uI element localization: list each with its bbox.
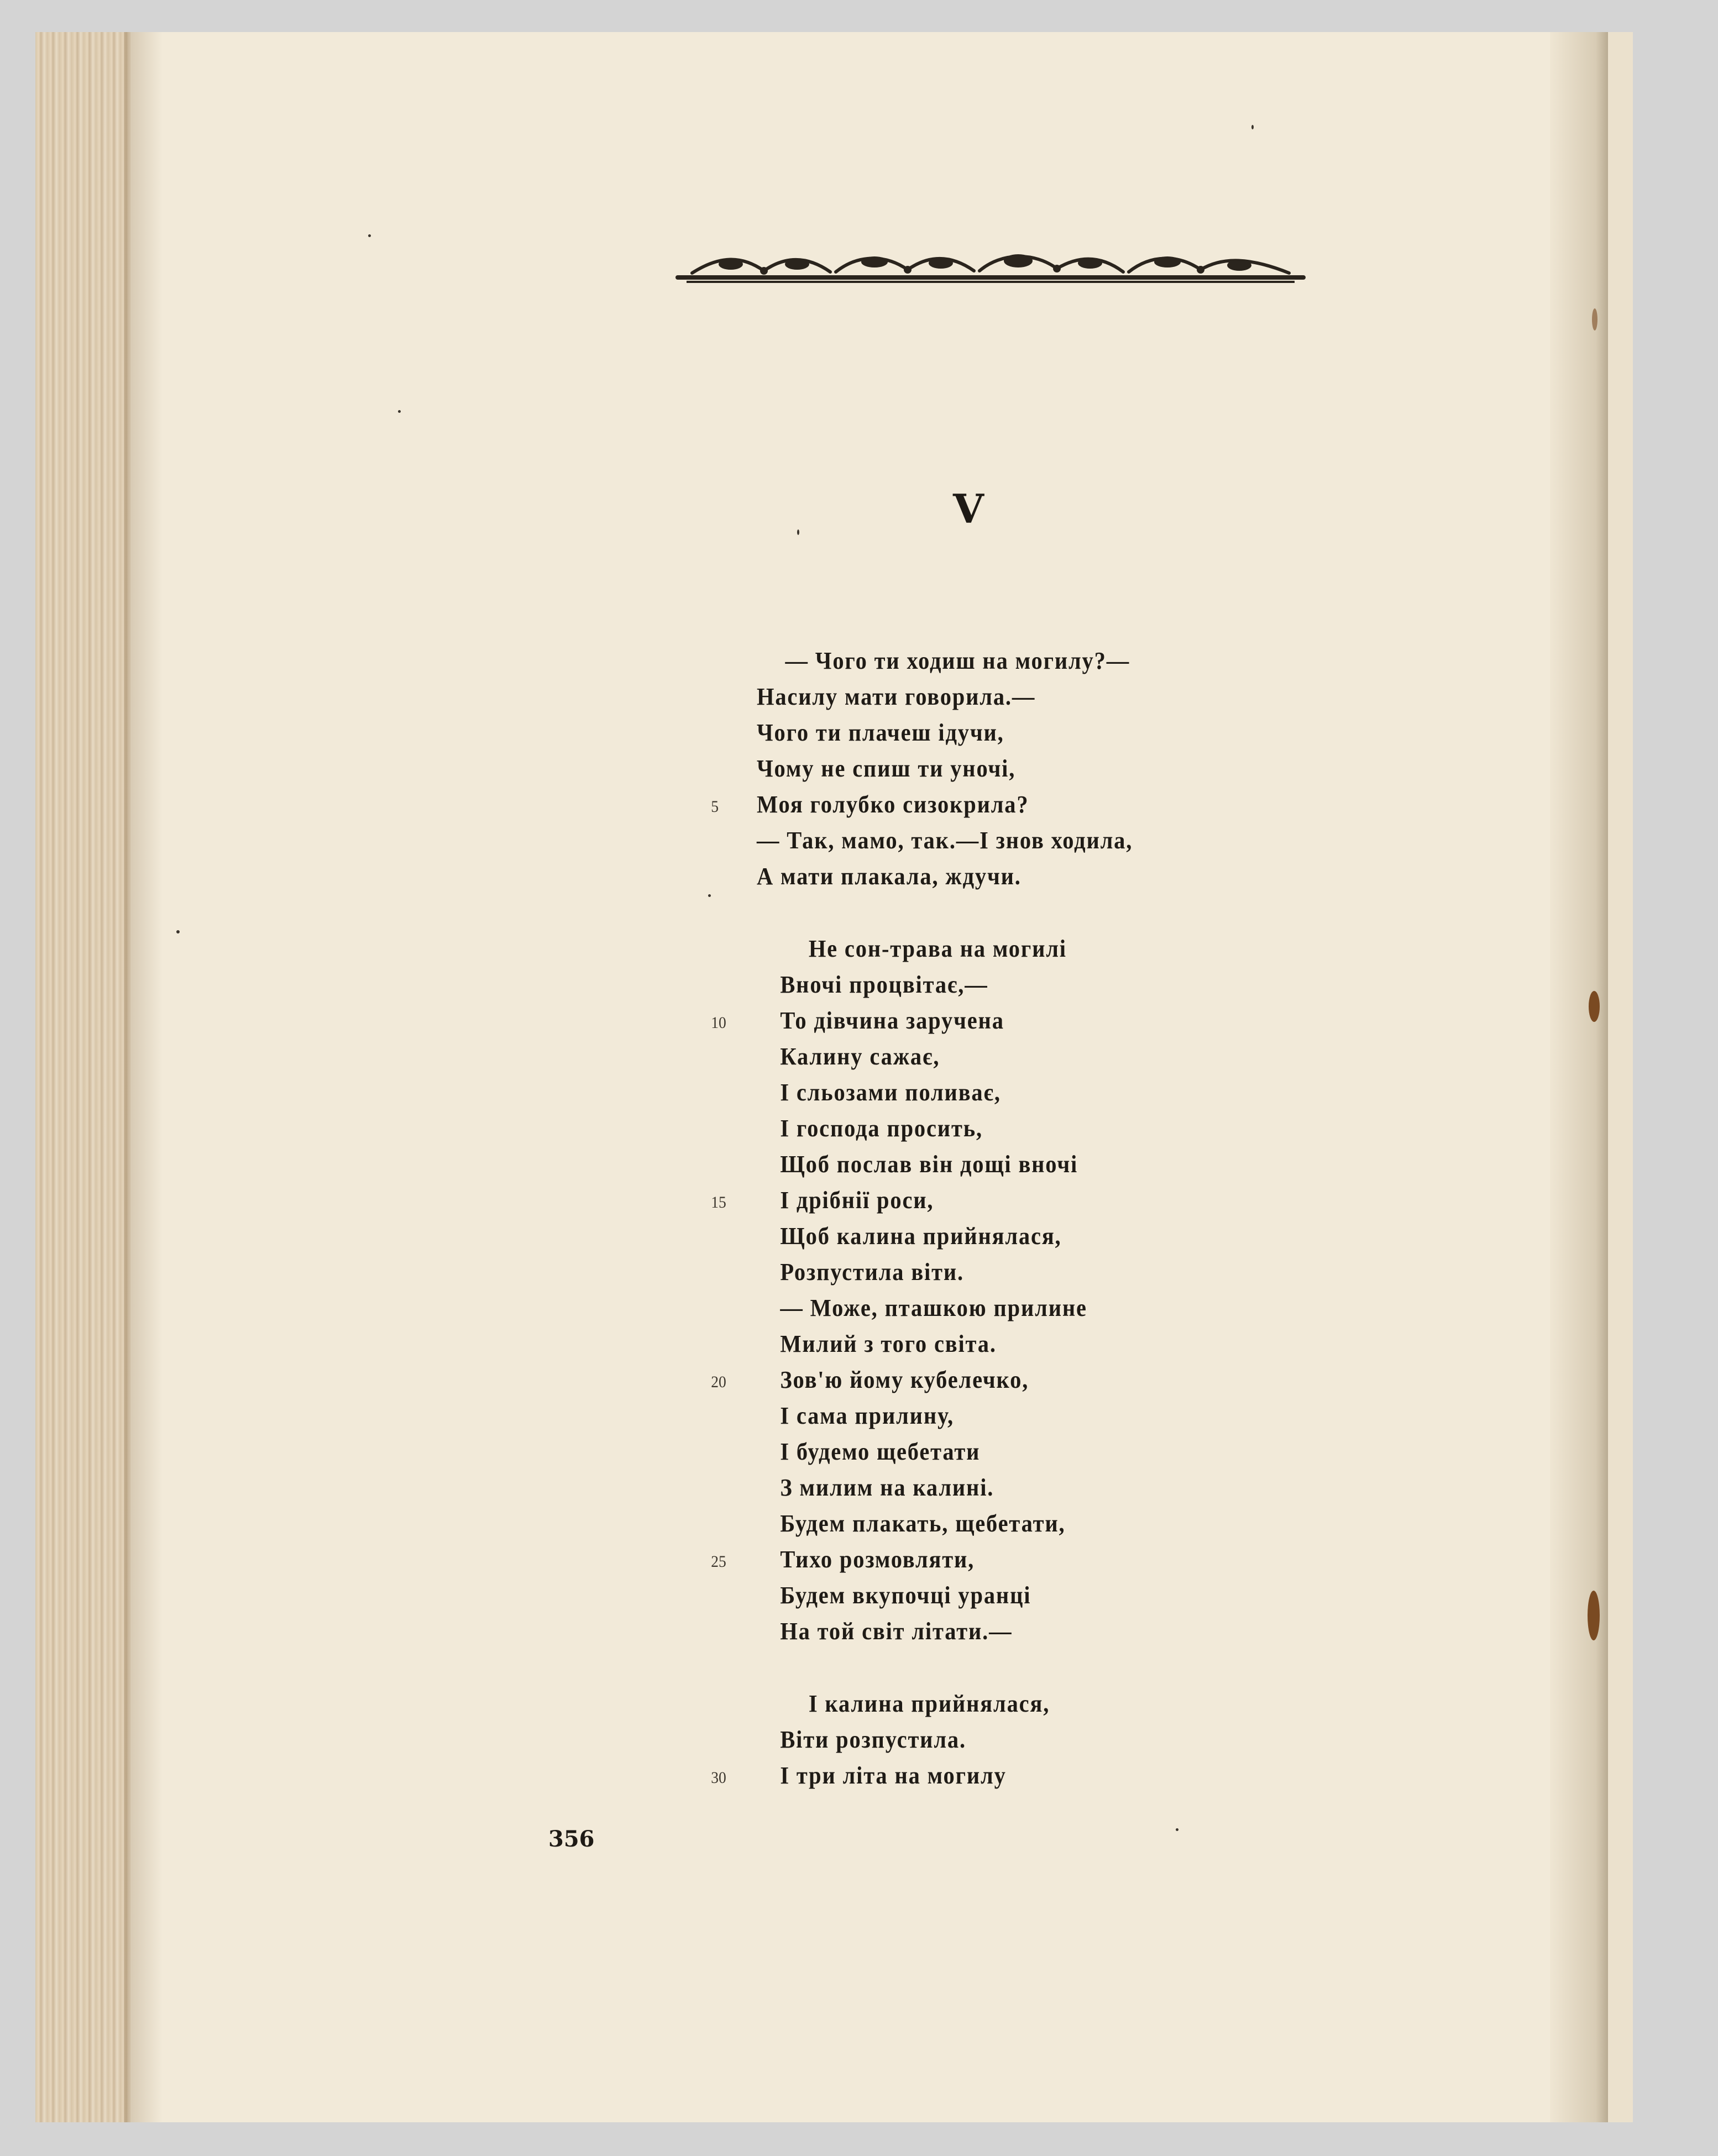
stanza — [711, 1686, 1418, 1793]
poem-line: — Так, мамо, так.—І знов ходила, — [757, 827, 1133, 854]
poem-line: Тихо розмовляти, 25 — [757, 1541, 1418, 1577]
poem-line: Чого ти плачеш ідучи, — [757, 719, 1004, 746]
page-number: 356 — [548, 1826, 595, 1852]
poem-line: І калина прийнялася, — [808, 1690, 1050, 1717]
poem-line: Насилу мати говорила.— — [757, 683, 1036, 710]
line-number: 15 — [711, 1193, 726, 1211]
poem-line: Розпустила віти. — [780, 1258, 964, 1286]
poem-line: І три літа на могилу 30 — [757, 1758, 1418, 1793]
paper-speck — [176, 930, 180, 933]
poem-line: — Чого ти ходиш на могилу?— — [785, 647, 1130, 674]
poem-line: Калину сажає, — [780, 1043, 940, 1070]
line-number: 30 — [711, 1769, 726, 1787]
poem-text — [711, 643, 1418, 1793]
poem-line: І будемо щебетати — [780, 1438, 981, 1465]
poem-line: Зов'ю йому кубелечко, 20 — [757, 1362, 1418, 1398]
poem-line: І сльозами поливає, — [780, 1079, 1001, 1106]
paper-speck — [1176, 1828, 1178, 1831]
decorative-ornament-icon — [670, 244, 1311, 294]
poem-line: На той світ літати.— — [780, 1618, 1013, 1645]
page-edge-shadow — [124, 32, 163, 2122]
poem-line: Милий з того світа. — [780, 1330, 997, 1357]
poem-line: Щоб калина прийнялася, — [780, 1223, 1062, 1250]
poem-line: — Може, пташкою прилине — [780, 1294, 1087, 1321]
stain-mark — [1589, 991, 1600, 1022]
line-number: 5 — [711, 798, 719, 816]
paper-speck — [368, 234, 371, 237]
poem-line: Віти розпустила. — [780, 1726, 966, 1753]
paper-speck — [708, 894, 711, 897]
stain-mark — [1588, 1591, 1600, 1640]
section-heading: V — [953, 485, 984, 532]
stanza — [711, 931, 1418, 1649]
poem-line: Не сон-трава на могилі — [808, 935, 1067, 962]
poem-line: Щоб послав він дощі вночі — [780, 1151, 1078, 1178]
facing-page-edge — [1608, 32, 1633, 2122]
poem-line: То дівчина заручена 10 — [757, 1003, 1418, 1038]
poem-line: З милим на калині. — [780, 1474, 994, 1501]
book-page-edges — [35, 32, 130, 2122]
line-number: 25 — [711, 1552, 726, 1571]
paper-speck — [1251, 125, 1254, 129]
poem-line: Будем плакать, щебетати, — [780, 1510, 1066, 1537]
stain-mark — [1592, 308, 1597, 331]
stanza — [711, 643, 1418, 894]
book-scan — [35, 32, 1633, 2122]
line-number: 20 — [711, 1373, 726, 1391]
poem-line: Будем вкупочці уранці — [780, 1582, 1031, 1609]
poem-line: І господа просить, — [780, 1115, 983, 1142]
poem-line: І дрібнії роси, 15 — [757, 1182, 1418, 1218]
poem-line: Моя голубко сизокрила? 5 — [757, 786, 1418, 822]
line-number: 10 — [711, 1014, 726, 1032]
poem-line: А мати плакала, ждучи. — [757, 863, 1022, 890]
poem-line: І сама прилину, — [780, 1402, 954, 1429]
paper-speck — [797, 529, 799, 535]
poem-line: Вночі процвітає,— — [780, 971, 988, 998]
poem-line: Чому не спиш ти уночі, — [757, 755, 1016, 782]
paper-speck — [398, 410, 401, 413]
